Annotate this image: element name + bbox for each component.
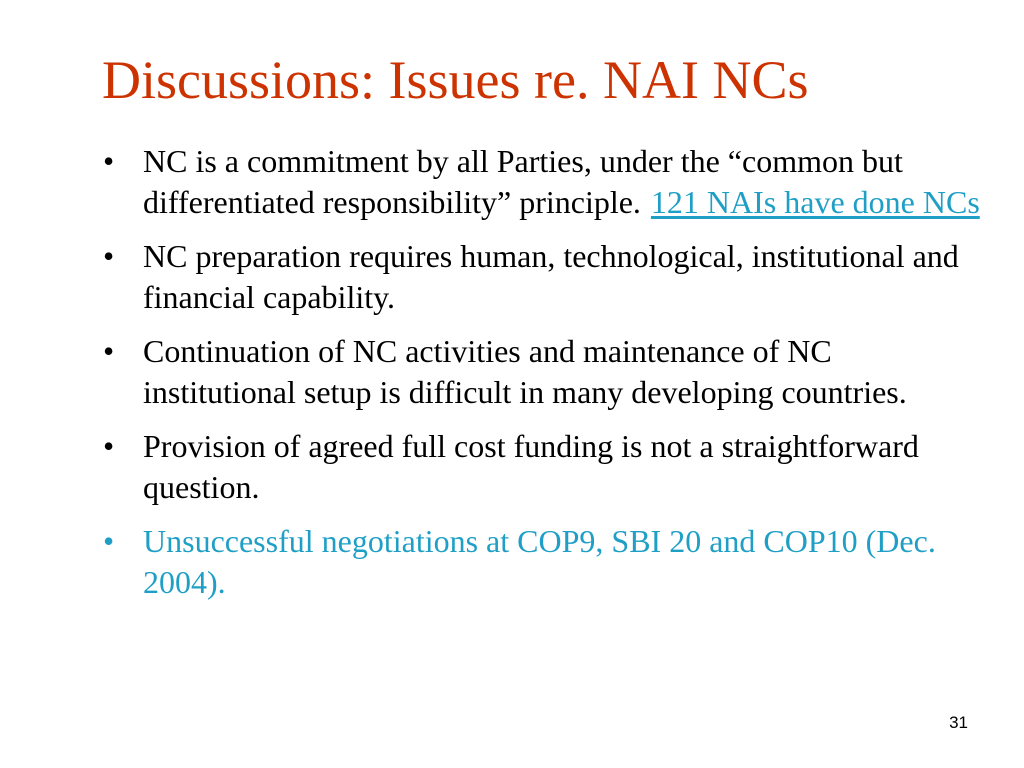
slide-number: 31 xyxy=(949,713,968,732)
bullet-item-commitment xyxy=(100,141,980,223)
bullet-item-negotiations xyxy=(100,521,980,603)
slide-title: Discussions: Issues re. NAI NCs xyxy=(102,50,809,110)
bullet-marker: • xyxy=(103,238,115,274)
bullet-item-preparation xyxy=(100,236,980,318)
bullet-item-funding xyxy=(100,426,980,508)
bullet-item-continuation xyxy=(100,331,980,413)
bullet-text: Provision of agreed full cost funding is not a straightforward question. xyxy=(143,428,919,505)
bullet-list xyxy=(100,141,980,616)
bullet-text: NC preparation requires human, technological, institutional and financial capability. xyxy=(143,238,959,315)
bullet-marker: • xyxy=(103,523,115,559)
bullet-text: Continuation of NC activities and maintenance of NC institutional setup is difficult in many developing countries. xyxy=(143,333,907,410)
bullet-text-container xyxy=(143,141,980,223)
bullet-marker: • xyxy=(103,143,115,179)
bullet-text: NC is a commitment by all Parties, under the “common but differentiated responsibility” principle. xyxy=(143,143,903,220)
nai-ncs-link[interactable]: 121 NAIs have done NCs xyxy=(650,184,980,220)
bullet-marker: • xyxy=(103,428,115,464)
bullet-text: Unsuccessful negotiations at COP9, SBI 20 and COP10 (Dec. 2004). xyxy=(143,523,936,600)
bullet-marker: • xyxy=(103,333,115,369)
